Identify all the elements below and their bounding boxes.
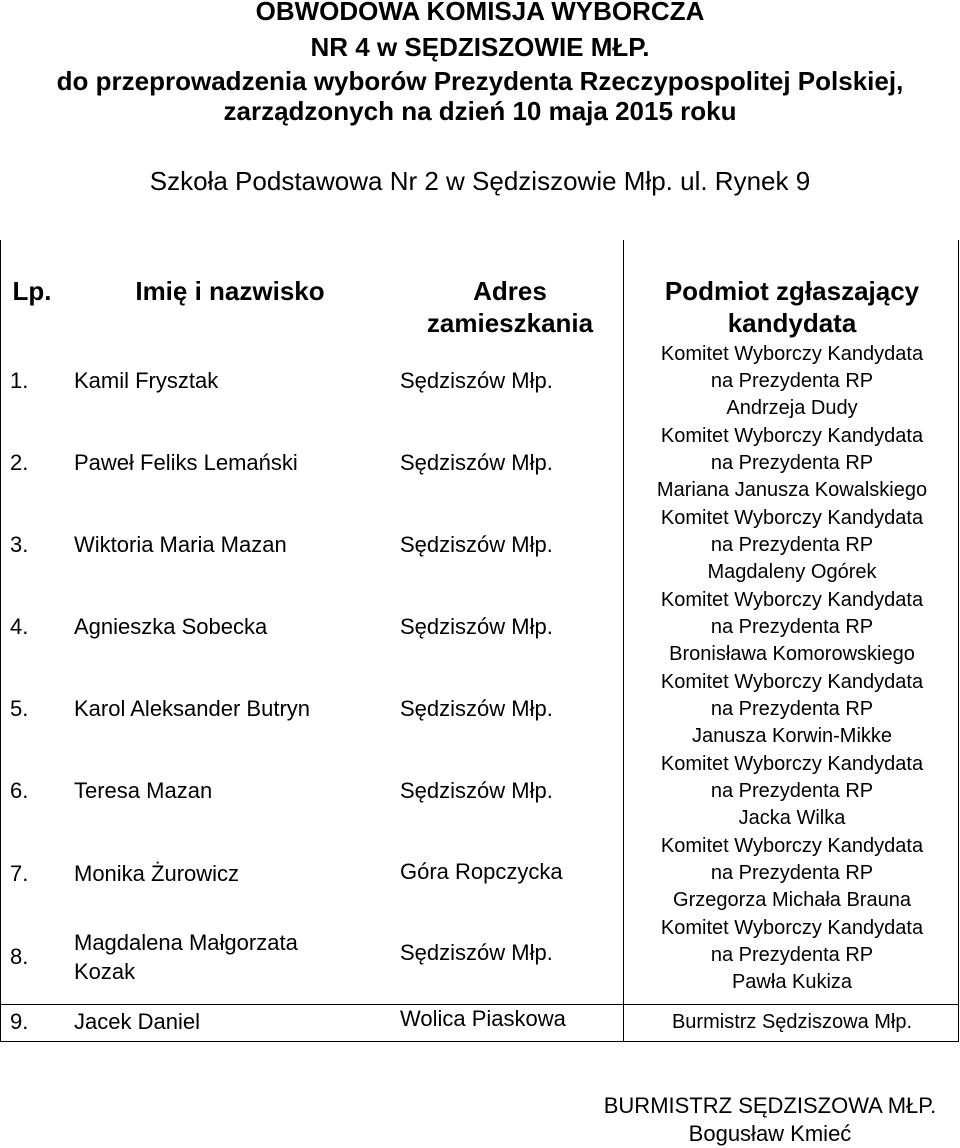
member-name: Karol Aleksander Butryn [74, 696, 311, 721]
member-name: Agnieszka Sobecka [74, 614, 268, 639]
member-address: Sędziszów Młp. [400, 940, 553, 965]
nominating-committee [624, 669, 960, 750]
column-header-organisation-line2: kandydata [727, 308, 857, 338]
election-date: zarządzonych na dzień 10 maja 2015 roku [223, 96, 737, 126]
nominating-committee [624, 505, 960, 586]
row-number: 4. [10, 614, 29, 639]
signature-name: Bogusław Kmieć [688, 1121, 852, 1146]
candidate-name: Janusza Korwin-Mikke [691, 725, 893, 747]
committee-line: na Prezydenta RP [710, 616, 874, 638]
member-name: Kamil Frysztak [74, 368, 219, 393]
candidate-name: Bronisława Komorowskiego [669, 643, 915, 665]
row-number: 9. [10, 1009, 29, 1034]
committee-line: Komitet Wyborczy Kandydata [660, 343, 924, 365]
column-header-address [400, 275, 620, 339]
committee-line: na Prezydenta RP [710, 370, 874, 392]
column-header-organisation-line1: Podmiot zgłaszający [664, 276, 920, 306]
member-name [74, 928, 298, 986]
member-name-line: Kozak [74, 959, 136, 984]
nominating-committee [624, 341, 960, 422]
candidate-name: Jacka Wilka [738, 807, 846, 829]
committee-line: Komitet Wyborczy Kandydata [660, 917, 924, 939]
member-address: Sędziszów Młp. [400, 532, 553, 557]
member-name: Teresa Mazan [74, 778, 213, 803]
committee-line: Komitet Wyborczy Kandydata [660, 589, 924, 611]
table-border-left [0, 240, 1, 1042]
member-address: Wolica Piaskowa [400, 1006, 566, 1031]
column-header-lp: Lp. [12, 276, 52, 306]
member-name-line: Magdalena Małgorzata [74, 930, 298, 955]
nominating-committee [624, 915, 960, 996]
member-name: Monika Żurowicz [74, 861, 240, 886]
committee-line: na Prezydenta RP [710, 780, 874, 802]
candidate-name: Grzegorza Michała Brauna [673, 889, 911, 911]
committee-line: na Prezydenta RP [710, 698, 874, 720]
table-row-divider [0, 1004, 959, 1005]
nominating-committee [624, 423, 960, 504]
table-border-bottom [0, 1041, 959, 1042]
row-number: 8. [10, 944, 29, 969]
nominating-committee [624, 587, 960, 668]
committee-line: Komitet Wyborczy Kandydata [660, 671, 924, 693]
column-header-name: Imię i nazwisko [135, 276, 325, 306]
column-header-organisation [624, 275, 960, 339]
row-number: 1. [10, 368, 29, 393]
candidate-name: Mariana Janusza Kowalskiego [656, 479, 928, 501]
candidate-name: Andrzeja Dudy [726, 397, 858, 419]
member-address: Góra Ropczycka [400, 859, 563, 884]
candidate-name: Pawła Kukiza [731, 971, 853, 993]
committee-line: Komitet Wyborczy Kandydata [660, 753, 924, 775]
column-header-address-line2: zamieszkania [426, 308, 594, 338]
row-number: 6. [10, 778, 29, 803]
row-number: 5. [10, 696, 29, 721]
row-number: 2. [10, 450, 29, 475]
committee-line: Komitet Wyborczy Kandydata [660, 507, 924, 529]
nominating-committee [624, 751, 960, 832]
committee-line: na Prezydenta RP [710, 452, 874, 474]
row-number: 7. [10, 861, 29, 886]
election-description: do przeprowadzenia wyborów Prezydenta Rzeczypospolitej Polskiej, [56, 66, 904, 96]
member-address: Sędziszów Młp. [400, 450, 553, 475]
committee-line: Komitet Wyborczy Kandydata [660, 835, 924, 857]
nominating-committee [624, 833, 960, 914]
member-name: Paweł Feliks Lemański [74, 450, 298, 475]
member-name: Wiktoria Maria Mazan [74, 532, 287, 557]
member-address: Sędziszów Młp. [400, 368, 553, 393]
member-name: Jacek Daniel [74, 1009, 200, 1034]
committee-line: na Prezydenta RP [710, 862, 874, 884]
member-address: Sędziszów Młp. [400, 614, 553, 639]
nominating-committee [624, 1009, 960, 1036]
commission-title: OBWODOWA KOMISJA WYBORCZA [255, 0, 705, 26]
committee-line: na Prezydenta RP [710, 534, 874, 556]
column-header-address-line1: Adres [473, 276, 547, 306]
committee-line: Burmistrz Sędziszowa Młp. [671, 1011, 913, 1033]
row-number: 3. [10, 532, 29, 557]
candidate-name: Magdaleny Ogórek [707, 561, 877, 583]
member-address: Sędziszów Młp. [400, 696, 553, 721]
commission-number: NR 4 w SĘDZISZOWIE MŁP. [310, 32, 650, 62]
committee-line: Komitet Wyborczy Kandydata [660, 425, 924, 447]
committee-line: na Prezydenta RP [710, 944, 874, 966]
polling-location: Szkoła Podstawowa Nr 2 w Sędziszowie Młp. ul. Rynek 9 [149, 166, 811, 196]
signature-title: BURMISTRZ SĘDZISZOWA MŁP. [603, 1093, 937, 1118]
member-address: Sędziszów Młp. [400, 778, 553, 803]
